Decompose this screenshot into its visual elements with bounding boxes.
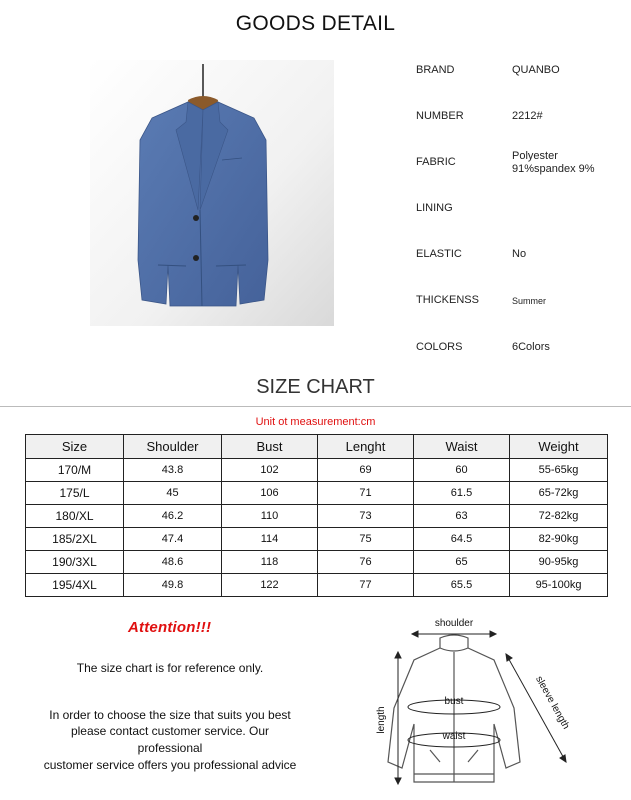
cell-shoulder: 49.8 — [124, 574, 222, 597]
cell-bust: 122 — [222, 574, 318, 597]
cell-length: 77 — [318, 574, 414, 597]
header-length: Lenght — [318, 435, 414, 459]
table-row — [26, 551, 608, 574]
header-bust: Bust — [222, 435, 318, 459]
measurement-diagram — [370, 612, 628, 800]
cell-shoulder: 45 — [124, 482, 222, 505]
cell-bust: 118 — [222, 551, 318, 574]
advice-line-3: professional — [137, 741, 203, 755]
cell-bust: 102 — [222, 459, 318, 482]
size-chart-divider — [0, 406, 631, 407]
cell-shoulder: 43.8 — [124, 459, 222, 482]
advice-line-1: In order to choose the size that suits you best — [49, 708, 291, 722]
cell-weight: 82-90kg — [510, 528, 608, 551]
sleeve-length-label: sleeve length — [533, 674, 572, 732]
cell-bust: 106 — [222, 482, 318, 505]
spec-label-elastic: ELASTIC — [416, 248, 462, 260]
spec-label-brand: BRAND — [416, 64, 455, 76]
table-row — [26, 505, 608, 528]
product-photo — [90, 60, 334, 326]
cell-size: 170/M — [26, 459, 124, 482]
cell-waist: 65.5 — [414, 574, 510, 597]
cell-size: 185/2XL — [26, 528, 124, 551]
header-size: Size — [26, 435, 124, 459]
spec-label-number: NUMBER — [416, 110, 464, 122]
spec-label-thickness: THICKENSS — [416, 294, 479, 306]
cell-shoulder: 48.6 — [124, 551, 222, 574]
cell-weight: 90-95kg — [510, 551, 608, 574]
spec-value-number: 2212# — [512, 110, 543, 122]
table-row — [26, 459, 608, 482]
cell-size: 175/L — [26, 482, 124, 505]
cell-weight: 55-65kg — [510, 459, 608, 482]
advice-line-4: customer service offers you professional advice — [43, 758, 297, 772]
cell-waist: 60 — [414, 459, 510, 482]
spec-value-colors: 6Colors — [512, 341, 550, 353]
spec-value-fabric: Polyester 91%spandex 9% — [512, 150, 595, 175]
spec-label-fabric: FABRIC — [416, 156, 456, 168]
waist-label: waist — [442, 731, 466, 742]
shoulder-label: shoulder — [434, 618, 474, 629]
cell-bust: 114 — [222, 528, 318, 551]
table-row — [26, 574, 608, 597]
header-weight: Weight — [510, 435, 608, 459]
spec-value-thickness: Summer — [512, 296, 547, 306]
header-waist: Waist — [414, 435, 510, 459]
table-row — [26, 482, 608, 505]
cell-weight: 72-82kg — [510, 505, 608, 528]
measurement-unit: Unit ot measurement:cm — [255, 416, 376, 428]
cell-length: 75 — [318, 528, 414, 551]
spec-label-colors: COLORS — [416, 341, 463, 353]
spec-label-lining: LINING — [416, 202, 453, 214]
cell-length: 69 — [318, 459, 414, 482]
cell-bust: 110 — [222, 505, 318, 528]
length-label: length — [376, 706, 387, 734]
bust-label: bust — [444, 696, 464, 707]
cell-waist: 64.5 — [414, 528, 510, 551]
attention-heading: Attention!!! — [128, 619, 212, 636]
cell-waist: 61.5 — [414, 482, 510, 505]
cell-length: 73 — [318, 505, 414, 528]
cell-weight: 95-100kg — [510, 574, 608, 597]
cell-size: 195/4XL — [26, 574, 124, 597]
cell-length: 71 — [318, 482, 414, 505]
cell-waist: 65 — [414, 551, 510, 574]
spec-value-elastic: No — [512, 248, 527, 260]
reference-note: The size chart is for reference only. — [76, 661, 264, 675]
cell-size: 190/3XL — [26, 551, 124, 574]
cell-waist: 63 — [414, 505, 510, 528]
cell-size: 180/XL — [26, 505, 124, 528]
header-shoulder: Shoulder — [124, 435, 222, 459]
table-header-row — [26, 435, 608, 459]
size-table — [25, 434, 608, 597]
spec-value-brand: QUANBO — [512, 64, 560, 76]
size-chart-title: SIZE CHART — [256, 376, 375, 398]
table-row — [26, 528, 608, 551]
cell-shoulder: 47.4 — [124, 528, 222, 551]
cell-shoulder: 46.2 — [124, 505, 222, 528]
cell-length: 76 — [318, 551, 414, 574]
goods-detail-title: GOODS DETAIL — [235, 12, 396, 35]
cell-weight: 65-72kg — [510, 482, 608, 505]
advice-line-2: please contact customer service. Our — [70, 724, 270, 738]
